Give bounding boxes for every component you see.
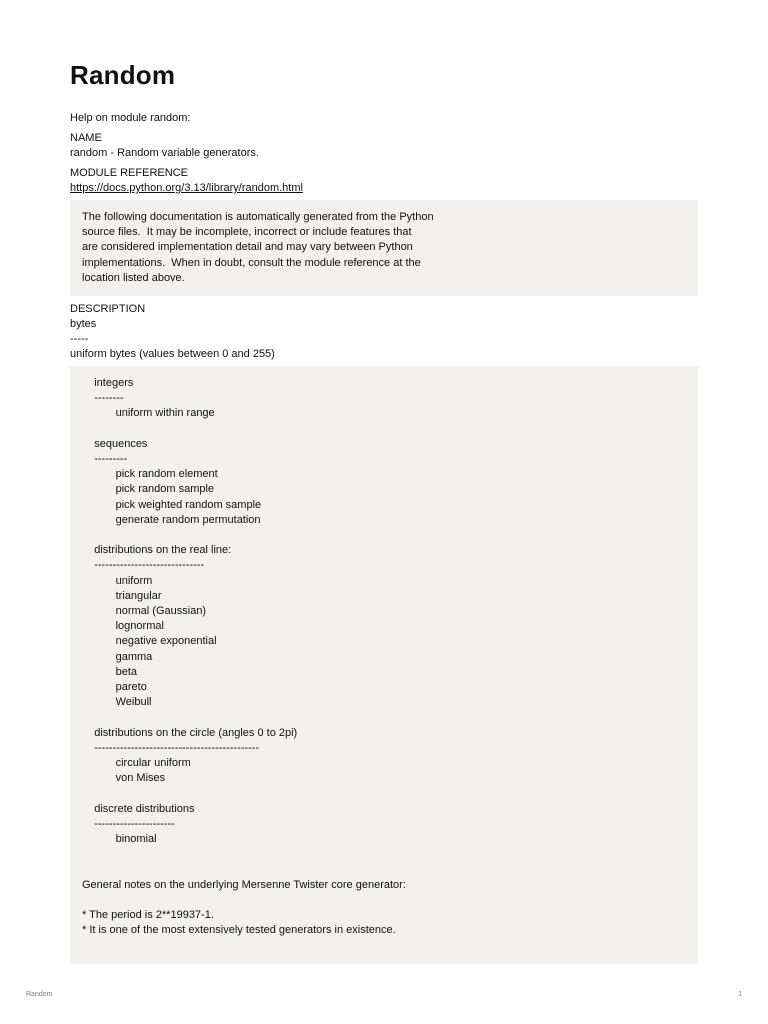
intro-text: Help on module random: xyxy=(70,112,191,124)
description-line: ----- xyxy=(70,333,89,345)
name-text: random - Random variable generators. xyxy=(70,147,259,159)
description-heading: DESCRIPTION xyxy=(70,303,146,315)
module-reference-heading: MODULE REFERENCE xyxy=(70,167,188,179)
description-line: uniform bytes (values between 0 and 255) xyxy=(70,348,275,360)
auto-generated-note-text: The following documentation is automatically generated from the Python source files. It may be incomplete, incorrect or include features that are considered implementation detail and may vary between Python implementations. When in doubt, consult the module reference at the location listed above. xyxy=(82,211,434,284)
module-overview-block xyxy=(70,366,698,964)
description-line: bytes xyxy=(70,318,97,330)
name-heading: NAME xyxy=(70,132,102,144)
footer-document-title: Random xyxy=(26,991,53,998)
auto-generated-note-block xyxy=(70,200,698,296)
page-title: Random xyxy=(70,60,176,90)
module-overview-text: integers -------- uniform within range sequences --------- pick random element pick random sample pick weighted random sample generate random permutation distributions on the real line: ------------------------------ uniform triangular normal (Gaussian) lognormal negative exponential gamma beta pareto Weibull distributions on the circle (angles 0 to 2pi) --------------------------------------------- circular uniform von Mises discrete distributions ---------------------- binomial General notes on the underlying Mersenne Twister core generator: * The period is 2**19937-1. * It is one of the most extensively tested generators in existence. xyxy=(82,377,406,937)
page-number: 1 xyxy=(738,991,742,998)
module-reference-link[interactable]: https://docs.python.org/3.13/library/random.html xyxy=(70,182,303,194)
